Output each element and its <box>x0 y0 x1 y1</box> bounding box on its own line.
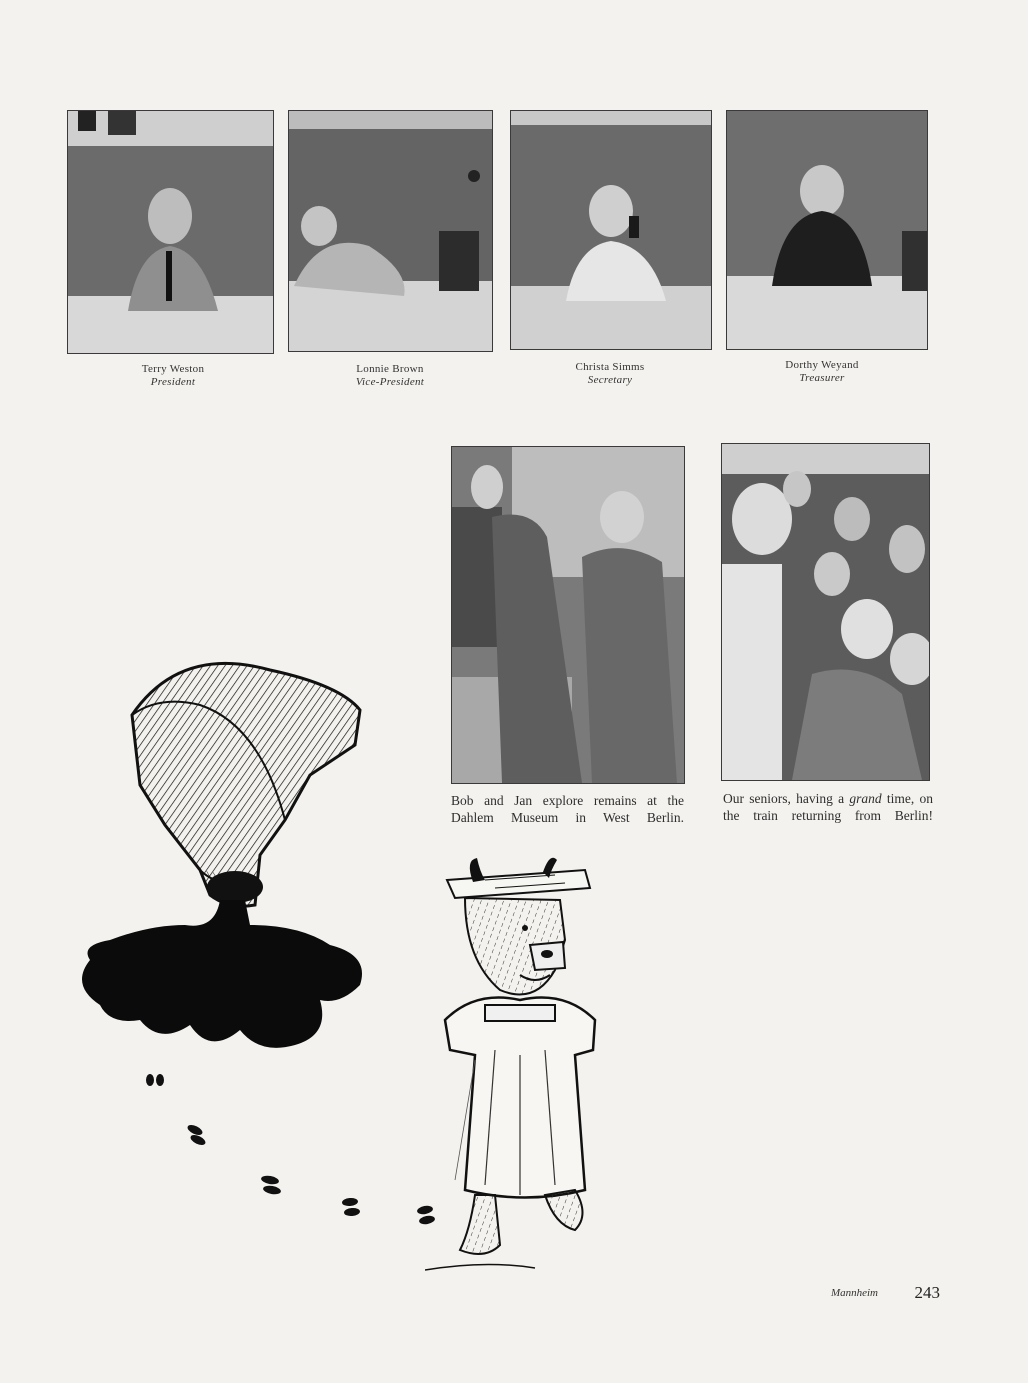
museum-caption <box>451 792 684 826</box>
officer-name: Christa Simms <box>575 361 645 373</box>
officer-role: President <box>150 376 196 388</box>
train-photo <box>721 443 930 781</box>
officer-caption-treasurer <box>722 359 922 385</box>
train-caption <box>723 790 933 824</box>
train-caption-text-before: Our seniors, having a <box>723 791 850 806</box>
officer-caption-president <box>73 363 273 389</box>
officer-photo-secretary <box>510 110 712 350</box>
officer-name: Lonnie Brown <box>356 363 424 375</box>
section-title: Mannheim <box>830 1287 878 1299</box>
train-caption-text-after: time, on the train returning from Berlin! <box>723 791 933 823</box>
train-caption-emphasis: grand <box>849 791 882 806</box>
museum-caption-text: Bob and Jan explore remains at the Dahlem Museum in West Berlin. <box>451 793 684 825</box>
museum-photo <box>451 446 685 784</box>
officer-role: Secretary <box>587 374 633 386</box>
page-number: 243 <box>914 1283 940 1302</box>
students-on-train-photo-icon <box>722 444 929 780</box>
officer-caption-vice-president <box>290 363 490 389</box>
officer-caption-secretary <box>510 361 710 387</box>
officer-name: Dorthy Weyand <box>785 359 859 371</box>
person-writing-photo-icon <box>727 111 927 349</box>
officer-role: Vice-President <box>355 376 425 388</box>
officer-name: Terry Weston <box>141 363 205 375</box>
officer-photo-treasurer <box>726 110 928 350</box>
person-reclining-photo-icon <box>289 111 492 351</box>
couple-at-museum-photo-icon <box>452 447 684 783</box>
footprints-trail-icon <box>180 1120 450 1230</box>
graduate-mascot-icon <box>425 850 615 1280</box>
spilled-ink-bottle-icon <box>70 625 390 1115</box>
officer-photo-president <box>67 110 274 354</box>
officer-photo-vice-president <box>288 110 493 352</box>
officer-role: Treasurer <box>799 372 845 384</box>
person-on-phone-photo-icon <box>511 111 711 349</box>
person-at-desk-photo-icon <box>68 111 273 353</box>
